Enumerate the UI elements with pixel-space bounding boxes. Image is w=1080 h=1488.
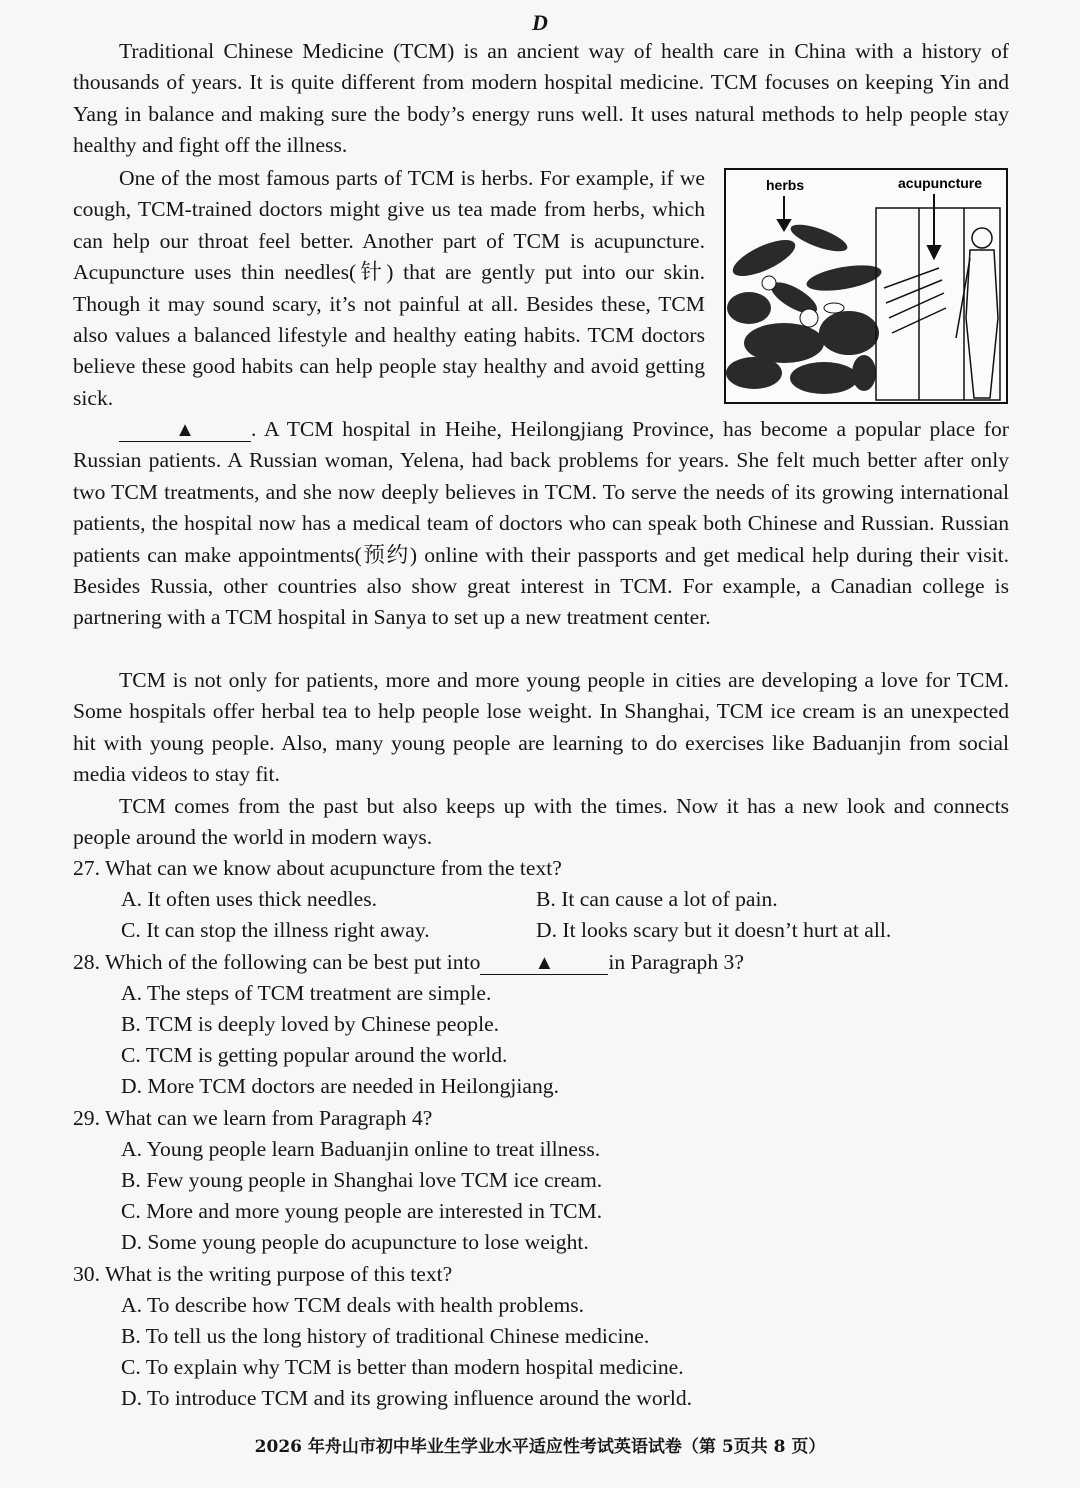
question-29	[73, 1103, 1009, 1259]
paragraph-3-blank: ▲	[119, 419, 251, 442]
question-28-option-c[interactable]: C. TCM is getting popular around the world.	[121, 1043, 508, 1068]
question-27-option-c[interactable]: C. It can stop the illness right away.	[121, 918, 430, 943]
question-30-options	[73, 1290, 1009, 1415]
question-30-option-d[interactable]: D. To introduce TCM and its growing influence around the world.	[121, 1386, 693, 1411]
paragraph-3-text: . A TCM hospital in Heihe, Heilongjiang Province, has become a popular place for Russian patients. A Russian woman, Yelena, had back problems for years. She felt much better after only two TCM treatments, and she now deeply believes in TCM. To serve the needs of its growing international patients, the hospital now has a medical team of doctors who can speak both Chinese and Russian. Russian patients can make appointments(预约) online with their passports and get medical help during their visit. Besides Russia, other countries also show great interest in TCM. For example, a Canadian college is partnering with a TCM hospital in Sanya to set up a new treatment center.	[73, 417, 1009, 630]
paragraph-1: Traditional Chinese Medicine (TCM) is an ancient way of health care in China with a history of thousands of years. It is quite different from modern hospital medicine. TCM focuses on keeping Yin and Yang in balance and making sure the body’s energy runs well. It uses natural methods to help people stay healthy and fight off the illness.	[73, 39, 1009, 158]
question-28-option-d[interactable]: D. More TCM doctors are needed in Heilongjiang.	[121, 1074, 559, 1099]
paragraph-4: TCM is not only for patients, more and more young people in cities are developing a love for TCM. Some hospitals offer herbal tea to help people lose weight. In Shanghai, TCM ice cream is an unexpected hit with young people. Also, many young people are learning to do exercises like Baduanjin from social media videos to stay fit.	[73, 668, 1009, 787]
question-29-option-a[interactable]: A. Young people learn Baduanjin online to treat illness.	[121, 1136, 601, 1161]
question-29-options	[73, 1134, 1009, 1259]
question-27-options	[73, 884, 1009, 946]
tcm-illustration	[724, 168, 1008, 404]
question-29-option-c[interactable]: C. More and more young people are interested in TCM.	[121, 1199, 603, 1224]
question-27	[73, 853, 1009, 947]
question-29-option-b[interactable]: B. Few young people in Shanghai love TCM ice cream.	[121, 1168, 603, 1193]
question-28-blank: ▲	[480, 952, 608, 975]
question-27-option-d[interactable]: D. It looks scary but it doesn’t hurt at all.	[536, 918, 892, 943]
illustration-svg	[724, 168, 1008, 404]
question-28-option-a[interactable]: A. The steps of TCM treatment are simple.	[121, 980, 492, 1005]
paragraph-5: TCM comes from the past but also keeps up with the times. Now it has a new look and connects people around the world in modern ways.	[73, 794, 1009, 850]
question-29-option-d[interactable]: D. Some young people do acupuncture to lose weight.	[121, 1230, 589, 1255]
section-letter: D	[532, 10, 548, 35]
question-30-stem: 30. What is the writing purpose of this text?	[73, 1261, 453, 1286]
paragraph-2: One of the most famous parts of TCM is herbs. For example, if we cough, TCM-trained doctors might give us tea made from herbs, which can help our throat feel better. Another part of TCM is acupuncture. Acupuncture uses thin needles(针) that are gently put into our skin. Though it may sound scary, it’s not painful at all. Besides these, TCM also values a balanced lifestyle and healthy eating habits. TCM doctors believe these good habits can help people stay healthy and avoid getting sick.	[73, 166, 705, 410]
question-30	[73, 1259, 1009, 1415]
question-30-option-c[interactable]: C. To explain why TCM is better than modern hospital medicine.	[121, 1355, 684, 1380]
questions-section	[73, 853, 1009, 1415]
question-28-options	[73, 978, 1009, 1103]
question-28-stem-before: 28. Which of the following can be best put into	[73, 949, 481, 974]
question-28	[73, 947, 1009, 1103]
question-28-option-b[interactable]: B. TCM is deeply loved by Chinese people.	[121, 1012, 500, 1037]
question-30-option-b[interactable]: B. To tell us the long history of traditional Chinese medicine.	[121, 1324, 650, 1349]
question-28-stem	[73, 947, 1009, 978]
question-27-option-b[interactable]: B. It can cause a lot of pain.	[536, 887, 778, 912]
acupuncture-label: acupuncture	[898, 175, 983, 191]
question-30-option-a[interactable]: A. To describe how TCM deals with health problems.	[121, 1292, 585, 1317]
question-27-option-a[interactable]: A. It often uses thick needles.	[121, 887, 378, 912]
paragraph-3	[73, 414, 1009, 634]
question-27-stem: 27. What can we know about acupuncture from the text?	[73, 856, 562, 880]
question-29-stem: 29. What can we learn from Paragraph 4?	[73, 1105, 433, 1130]
question-28-stem-after: in Paragraph 3?	[608, 949, 744, 974]
herbs-label: herbs	[766, 177, 805, 193]
page-footer: 2026 年舟山市初中毕业生学业水平适应性考试英语试卷（第 5页共 8 页）	[254, 1437, 826, 1457]
